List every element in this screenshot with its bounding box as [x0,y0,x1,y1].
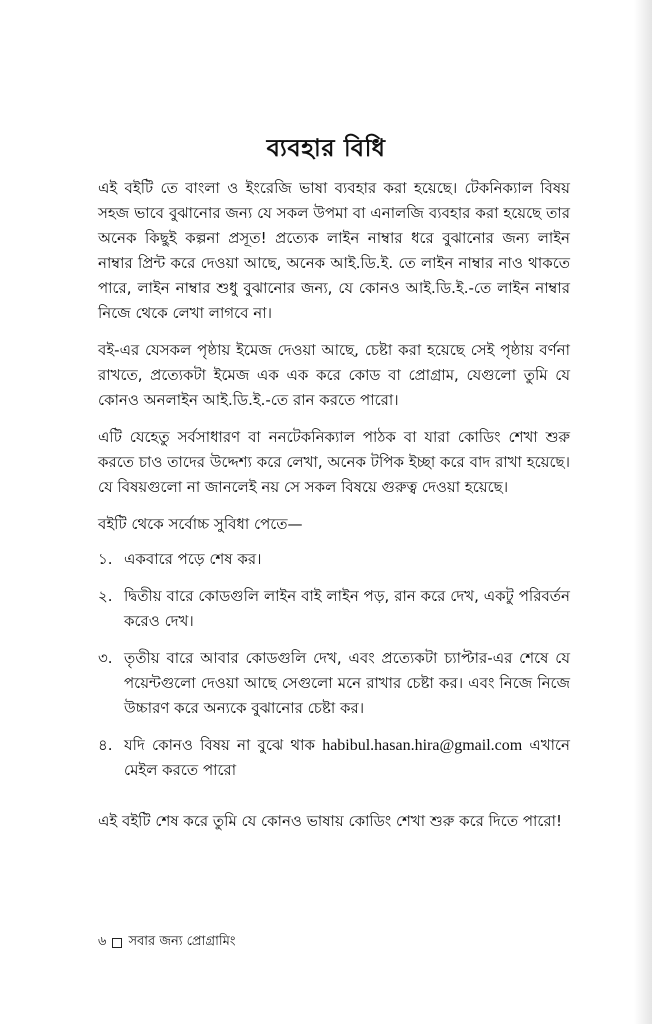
list-item-number: ২. [98,587,113,605]
list-item [98,733,570,783]
paragraph-images: বই-এর যেসকল পৃষ্ঠায় ইমেজ দেওয়া আছে, চেষ্টা করা হয়েছে সেই পৃষ্ঠায় বর্ণনা রাখতে, প্রত্যেকটা ইমেজ এক এক করে কোড বা প্রোগ্রাম, যেগুলো তুমি যে কোনও অনলাইন আই.ডি.ই.-তে রান করতে পারো। [98,341,570,409]
page-body [98,176,570,846]
paragraph-intro: এই বইটি তে বাংলা ও ইংরেজি ভাষা ব্যবহার করা হয়েছে। টেকনিক্যাল বিষয় সহজ ভাবে বুঝানোর জন্য যে সকল উপমা বা এনালজি ব্যবহার করা হয়েছে তার অনেক কিছুই কল্পনা প্রসূত! প্রত্যেক লাইন নাম্বার ধরে বুঝানোর জন্য লাইন নাম্বার প্রিন্ট করে দেওয়া আছে, অনেক আই.ডি.ই. তে লাইন নাম্বার নাও থাকতে পারে, লাইন নাম্বার শুধু বুঝানোর জন্য, যে কোনও আই.ডি.ই.-তে লাইন নাম্বার নিজে থেকে লেখা লাগবে না। [98,179,570,322]
page-footer [98,932,235,953]
paragraph-audience: এটি যেহেতু সর্বসাধারণ বা ননটেকনিক্যাল পাঠক বা যারা কোডিং শেখা শুরু করতে চাও তাদের উদ্দেশ্য করে লেখা, অনেক টপিক ইচ্ছা করে বাদ রাখা হয়েছে। যে বিষয়গুলো না জানলেই নয় সে সকল বিষয়ে গুরুত্ব দেওয়া হয়েছে। [98,428,570,496]
page-number: ৬ [98,934,107,949]
list-item-text: দ্বিতীয় বারে কোডগুলি লাইন বাই লাইন পড়, রান করে দেখ, একটু পরিবর্তন করেও দেখ। [124,587,570,630]
list-item-number: ৩. [98,649,113,667]
list-item [98,547,570,572]
list-item-text: তৃতীয় বারে আবার কোডগুলি দেখ, এবং প্রত্যেকটা চ্যাপ্টার-এর শেষে যে পয়েন্টগুলো দেওয়া আছে সেগুলো মনে রাখার চেষ্টা কর। এবং নিজে নিজে উচ্চারণ করে অন্যকে বুঝানোর চেষ্টা কর। [124,649,570,717]
list-item [98,646,570,721]
closing-paragraph: এই বইটি শেষ করে তুমি যে কোনও ভাষায় কোডিং শেখা শুরু করে দিতে পারো! [98,812,563,830]
list-intro: বইটি থেকে সর্বোচ্চ সুবিধা পেতে— [98,515,303,533]
list-item [98,584,570,634]
list-item-text: একবারে পড়ে শেষ কর। [124,550,262,568]
contact-text-after: এখানে মেইল করতে পারো [124,736,570,779]
tips-list [98,547,570,783]
square-icon [112,938,122,948]
list-item-text [124,733,570,783]
page-title: ব্যবহার বিধি [266,134,386,163]
list-item-number: ১. [98,550,113,568]
running-title: সবার জন্য প্রোগ্রামিং [128,934,236,949]
contact-text-before: যদি কোনও বিষয় না বুঝে থাক [124,736,315,754]
contact-email: habibul.hasan.hira@gmail.com [322,737,523,754]
list-item-number: ৪. [98,736,113,754]
